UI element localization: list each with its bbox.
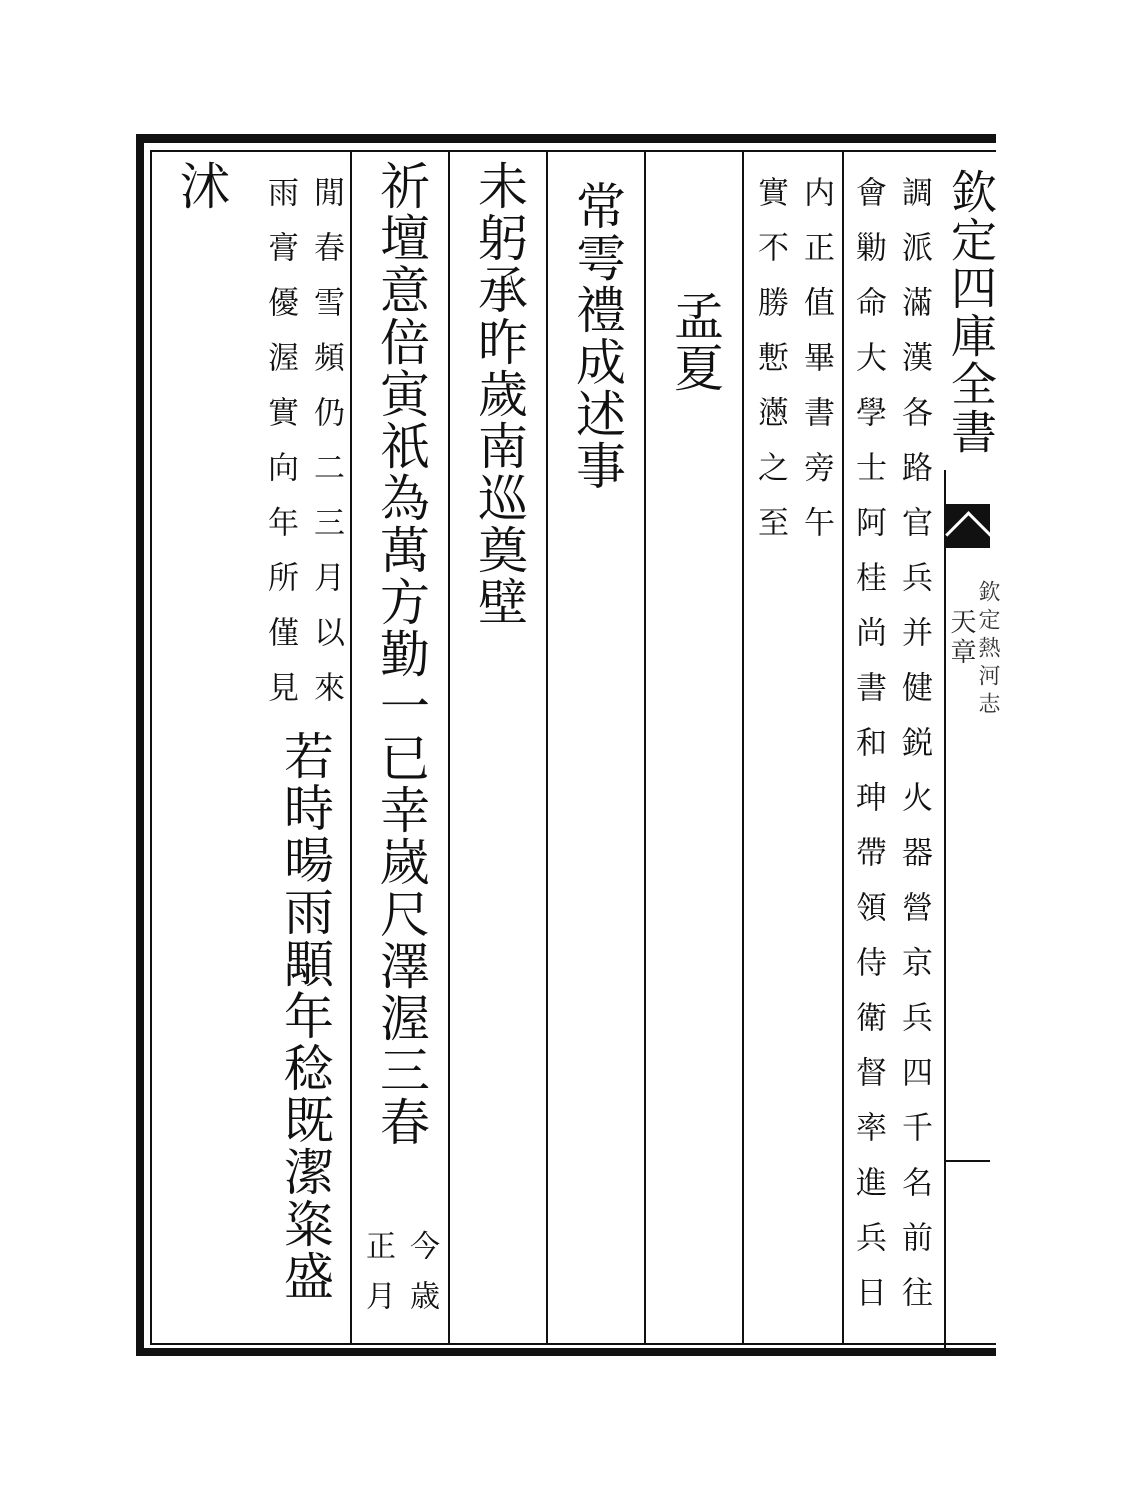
fish-mouth-mark (944, 504, 990, 548)
column-rule (350, 152, 352, 1344)
margin-book-title: 欽定熱河志 (975, 580, 1000, 720)
annotation-note: 正月 (360, 1230, 395, 1330)
text-column: 閒春雪頻仍二三月以來 (308, 176, 344, 726)
poem-title: 常雩禮成述事 (568, 180, 626, 492)
text-column: 會勦命大學士阿桂尚書和珅帶領侍衛督率進兵日 (850, 176, 886, 1331)
column-rule (842, 152, 844, 1344)
text-column: 實不勝慙懣之至 (752, 176, 788, 561)
text-column: 未躬承昨歲南巡奠壁 (470, 160, 528, 628)
margin-rule (944, 470, 946, 1350)
text-column: 沭 (172, 160, 230, 212)
text-column: 調派滿漢各路官兵并健鋭火器營京兵四千名前往 (896, 176, 932, 1331)
column-rule (448, 152, 450, 1344)
text-column: 雨膏優渥實向年所僅見 (262, 176, 298, 726)
column-rule (644, 152, 646, 1344)
margin-section: 天章 (946, 608, 976, 668)
margin-title: 欽定四庫全書 (944, 168, 998, 456)
column-rule (546, 152, 548, 1344)
annotation-note: 今歳 (404, 1230, 439, 1330)
text-column: 若時暘雨顒年稔既潔粢盛 (276, 730, 334, 1302)
text-column: 祈壇意倍寅祇為萬方勤一已幸嵗尺澤渥三春 (372, 160, 430, 1148)
text-column: 内正值畢書旁午 (798, 176, 834, 561)
column-rule (742, 152, 744, 1344)
heading-season: 孟夏 (666, 290, 724, 394)
fish-tail-mark (944, 1140, 990, 1162)
